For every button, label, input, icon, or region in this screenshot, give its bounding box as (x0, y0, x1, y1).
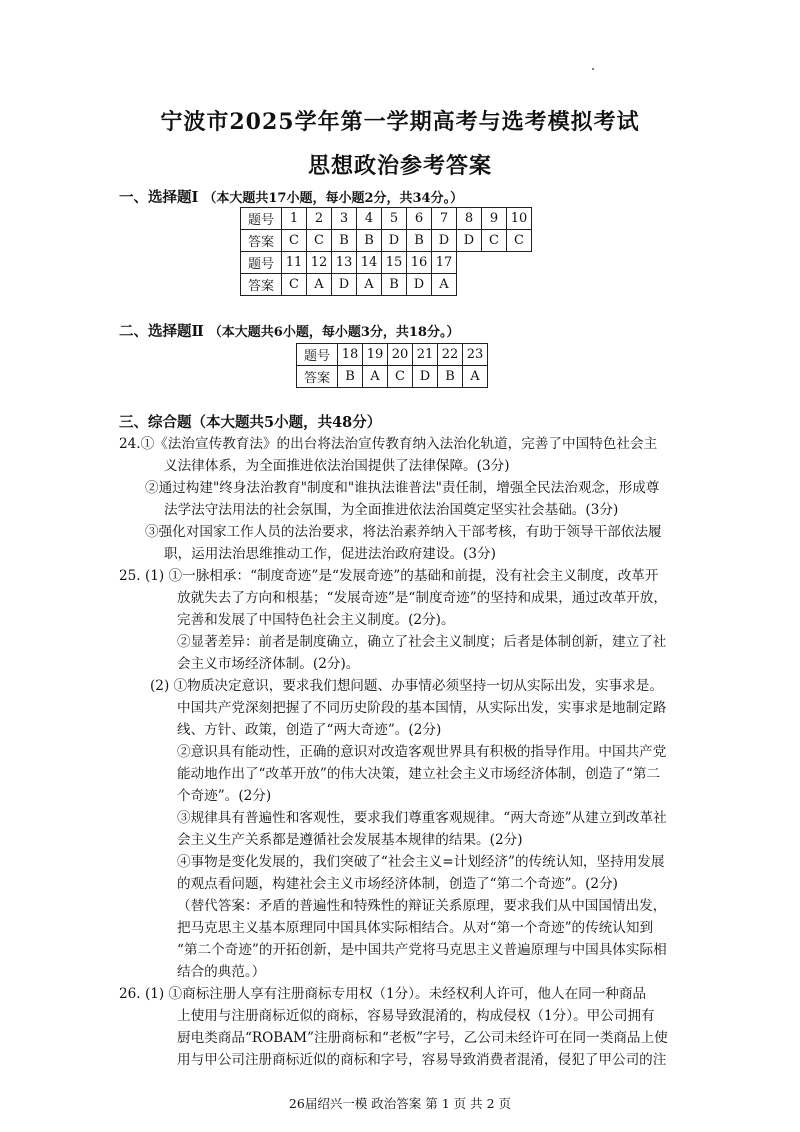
answer-line: （替代答案：矛盾的普遍性和特殊性的辩证关系原理，要求我们从中国国情出发， (177, 898, 667, 914)
question-number: 17 (432, 252, 457, 274)
answer-cell: A (357, 274, 382, 296)
answer-cell: C (482, 230, 507, 252)
table-row (297, 366, 488, 388)
row-label: 题号 (241, 208, 282, 230)
table-row (241, 208, 532, 230)
question-number: 2 (307, 208, 332, 230)
question-number: 8 (457, 208, 482, 230)
question-number: 6 (407, 208, 432, 230)
section3-heading: 三、综合题（本大题共5小题，共48分） (119, 414, 382, 431)
row-label: 答案 (297, 366, 338, 388)
answer-line: (2) ①物质决定意识，要求我们想问题、办事情必须坚持一切从实际出发，实事求是。 (150, 678, 663, 694)
answer-line: ③强化对国家工作人员的法治要求，将法治素养纳入干部考核，有助于领导干部依法履 (145, 524, 662, 540)
answer-line: 用与甲公司注册商标近似的商标和字号，容易导致消费者混淆，侵犯了甲公司的注 (177, 1052, 667, 1068)
answer-cell: C (282, 274, 307, 296)
answer-line: 中国共产党深刻把握了不同历史阶段的基本国情，从实际出发，实事求是地制定路 (177, 700, 667, 716)
answer-cell: A (363, 366, 388, 388)
answer-line: 法学法守法用法的社会氛围，为全面推进依法治国奠定坚实社会基础。(3分) (164, 502, 619, 518)
exam-title: 宁波市2025学年第一学期高考与选考模拟考试 (160, 109, 640, 135)
answer-line: 义法律体系，为全面推进依法治国提供了法律保障。(3分) (164, 458, 510, 474)
table-row (241, 230, 532, 252)
page-footer: 26届绍兴一模 政治答案 第 1 页 共 2 页 (288, 1096, 512, 1111)
answer-line: 个奇迹”。(2分) (177, 788, 272, 804)
section1-note: （本大题共17小题，每小题2分，共34分。） (203, 191, 464, 206)
question-number: 23 (463, 344, 488, 366)
table-row (241, 274, 532, 296)
answer-line: 放就失去了方向和根基；“发展奇迹”是“制度奇迹”的坚持和成果，通过改革开放， (177, 590, 667, 606)
question-number: 19 (363, 344, 388, 366)
question-number: 7 (432, 208, 457, 230)
answer-line: 会主义生产关系都是遵循社会发展基本规律的结果。(2分) (177, 832, 523, 848)
answer-line: 把马克思主义基本原理同中国具体实际相结合。从对“第一个奇迹”的传统认知到 (177, 920, 654, 936)
answer-line: 能动地作出了“改革开放”的伟大决策，建立社会主义市场经济体制，创造了“第二 (177, 766, 661, 782)
answer-line: ②通过构建"终身法治教育"制度和"谁执法谁普法"责任制，增强全民法治观念，形成尊 (145, 480, 660, 496)
answer-line: “第二个奇迹”的开拓创新，是中国共产党将马克思主义普遍原理与中国具体实际相 (177, 942, 667, 958)
answer-cell: A (432, 274, 457, 296)
table-row (297, 344, 488, 366)
question-number: 3 (332, 208, 357, 230)
answer-cell: C (282, 230, 307, 252)
answer-line: 24.①《法治宣传教育法》的出台将法治宣传教育纳入法治化轨道，完善了中国特色社会主 (119, 436, 658, 452)
question-number: 10 (507, 208, 532, 230)
row-label: 答案 (241, 274, 282, 296)
answer-cell: B (357, 230, 382, 252)
answer-cell: C (507, 230, 532, 252)
section1-title: 一、选择题Ⅰ (119, 189, 199, 206)
section2-answer-table (296, 343, 488, 388)
answer-line: ②意识具有能动性，正确的意识对改造客观世界具有积极的指导作用。中国共产党 (177, 744, 667, 760)
answer-line: 的观点看问题，构建社会主义市场经济体制，创造了“第二个奇迹”。(2分) (177, 876, 618, 892)
row-label: 题号 (241, 252, 282, 274)
question-number: 14 (357, 252, 382, 274)
answer-cell: C (388, 366, 413, 388)
question-number: 4 (357, 208, 382, 230)
question-number: 11 (282, 252, 307, 274)
answer-cell: B (438, 366, 463, 388)
row-label: 答案 (241, 230, 282, 252)
answer-line: 职，运用法治思维推动工作，促进法治政府建设。(3分) (164, 546, 496, 562)
section2-title: 二、选择题Ⅱ (119, 323, 204, 340)
question-number: 13 (332, 252, 357, 274)
answer-cell: D (413, 366, 438, 388)
table-row (241, 252, 532, 274)
question-number: 15 (382, 252, 407, 274)
scan-speck (592, 68, 594, 70)
answer-cell: C (307, 230, 332, 252)
answer-cell: A (463, 366, 488, 388)
answer-line: 完善和发展了中国特色社会主义制度。(2分)。 (177, 612, 455, 628)
answer-cell: D (432, 230, 457, 252)
answer-line: 结合的典范。） (177, 964, 266, 980)
question-number: 9 (482, 208, 507, 230)
answer-cell: A (307, 274, 332, 296)
answer-cell: B (338, 366, 363, 388)
answer-line: 厨电类商品“ROBAM”注册商标和“老板”字号，乙公司未经许可在同一类商品上使 (177, 1030, 668, 1046)
answer-cell: D (407, 274, 432, 296)
answer-line: 25. (1) ①一脉相承：“制度奇迹”是“发展奇迹”的基础和前提，没有社会主义制度，改革开 (119, 568, 659, 584)
answer-cell: D (332, 274, 357, 296)
question-number: 18 (338, 344, 363, 366)
answer-cell: B (407, 230, 432, 252)
question-number: 16 (407, 252, 432, 274)
question-number: 1 (282, 208, 307, 230)
answer-line: ④事物是变化发展的，我们突破了“社会主义=计划经济”的传统认知，坚持用发展 (177, 854, 665, 870)
answer-cell: B (382, 274, 407, 296)
answer-line: 会主义市场经济体制。(2分)。 (177, 656, 360, 672)
answer-line: 上使用与注册商标近似的商标，容易导致混淆的，构成侵权（1分）。甲公司拥有 (177, 1008, 655, 1024)
answer-cell: D (457, 230, 482, 252)
answer-line: 线、方针、政策，创造了“两大奇迹”。(2分) (177, 722, 442, 738)
answer-cell: D (382, 230, 407, 252)
answer-line: ②显著差异：前者是制度确立，确立了社会主义制度；后者是体制创新，建立了社 (177, 634, 667, 650)
section2-heading (119, 320, 459, 341)
question-number: 12 (307, 252, 332, 274)
section1-answer-table (240, 207, 532, 296)
question-number: 21 (413, 344, 438, 366)
row-label: 题号 (297, 344, 338, 366)
section2-note: （本大题共6小题，每小题3分，共18分。） (208, 325, 460, 340)
question-number: 20 (388, 344, 413, 366)
question-number: 22 (438, 344, 463, 366)
answer-line: 26. (1) ①商标注册人享有注册商标专用权（1分）。未经权利人许可，他人在同一种商品 (119, 986, 647, 1002)
answer-cell: B (332, 230, 357, 252)
answer-line: ③规律具有普遍性和客观性，要求我们尊重客观规律。“两大奇迹”从建立到改革社 (177, 810, 667, 826)
exam-subtitle: 思想政治参考答案 (307, 153, 492, 179)
section1-heading (119, 186, 463, 207)
question-number: 5 (382, 208, 407, 230)
